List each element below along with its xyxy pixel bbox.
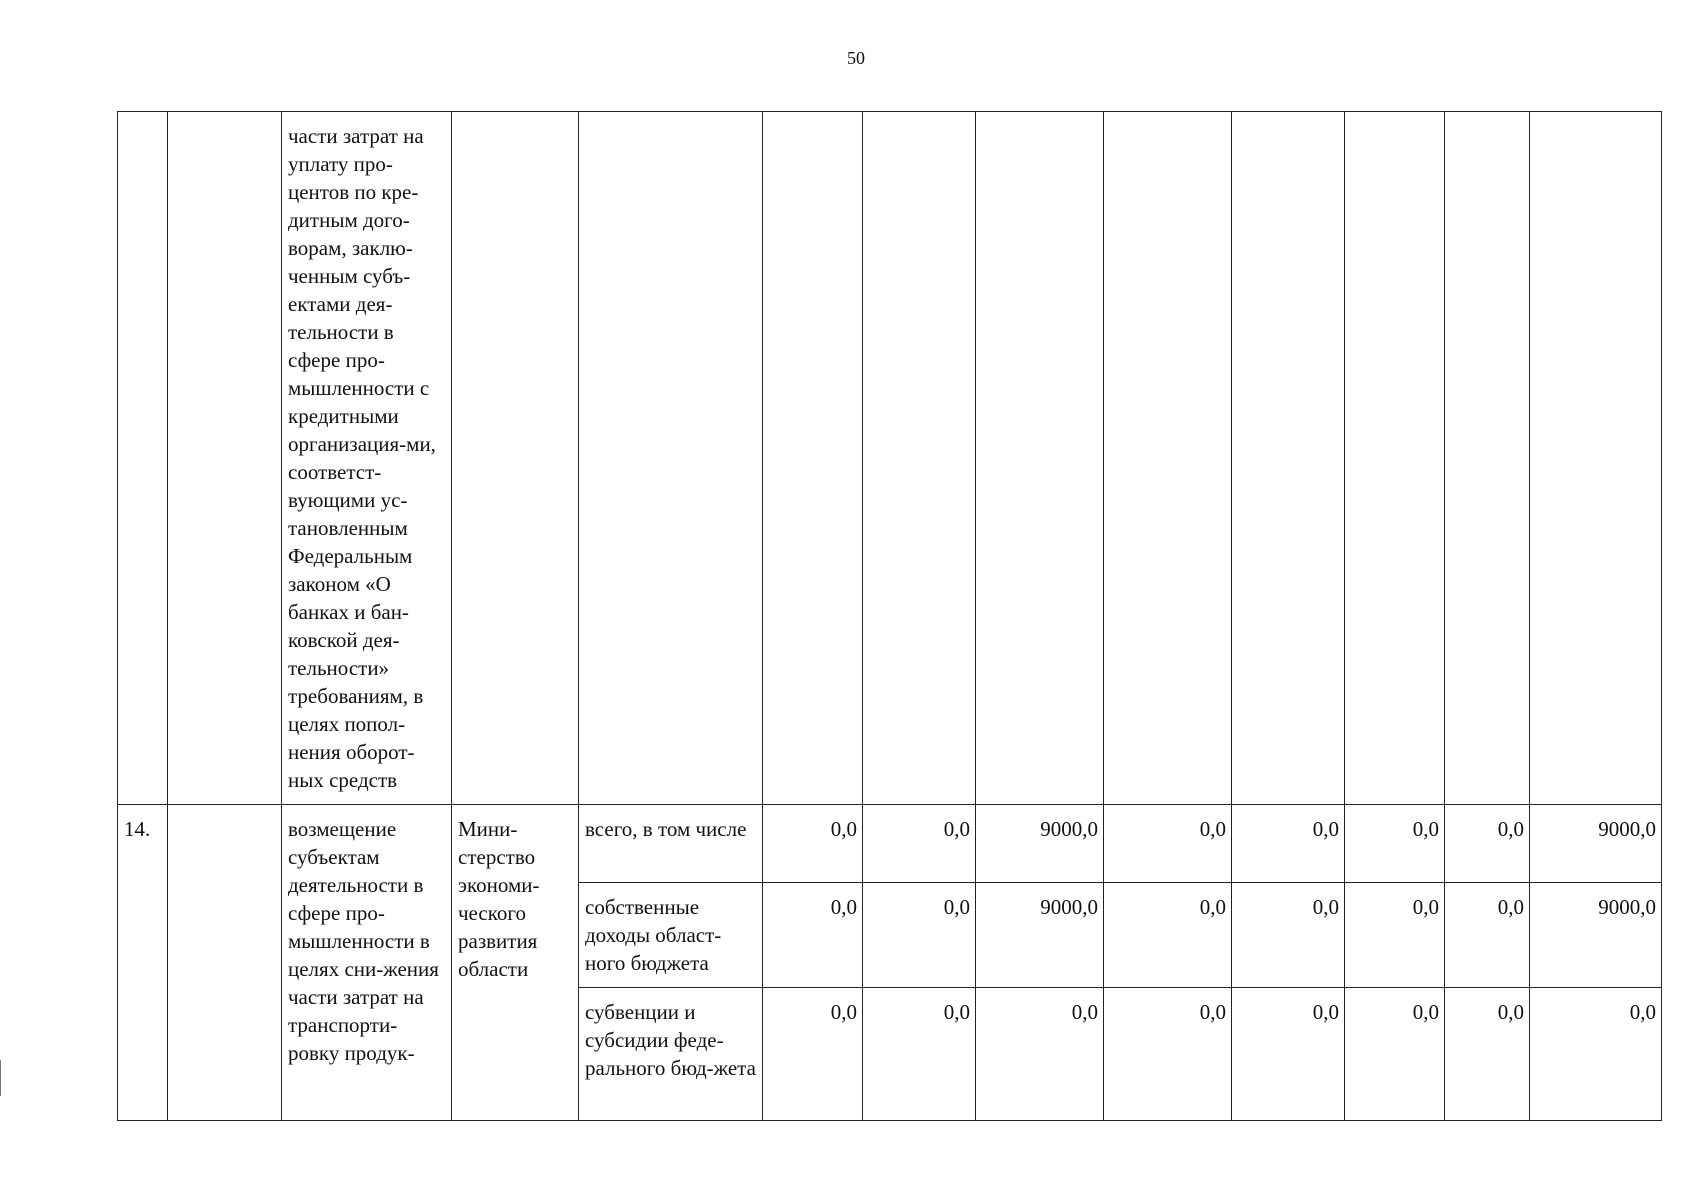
funding-source: всего, в том числе [579,805,763,883]
table-row-continuation [118,112,1662,805]
row-description: возмещение субъектам деятельности в сфере про-мышленности в целях сни-жения части затрат на транспорти-ровку продук- [282,805,452,1121]
value-cell: 0,0 [1345,805,1445,883]
value-cell: 0,0 [1345,988,1445,1121]
cell-value [763,112,863,805]
cell-value [1530,112,1662,805]
value-cell: 0,0 [1232,805,1345,883]
cell-code [168,112,282,805]
value-cell: 0,0 [1445,988,1530,1121]
table-row-14 [118,805,1662,883]
funding-source: собственные доходы област-ного бюджета [579,883,763,988]
value-cell: 9000,0 [1530,805,1662,883]
budget-table [117,111,1662,1121]
value-cell: 0,0 [763,988,863,1121]
value-cell: 9000,0 [976,883,1104,988]
cell-code [168,805,282,1121]
value-cell: 0,0 [863,805,976,883]
cell-value [1345,112,1445,805]
value-cell: 0,0 [1445,805,1530,883]
value-cell: 0,0 [1104,988,1232,1121]
value-cell: 0,0 [1104,805,1232,883]
cell-value [863,112,976,805]
cell-executor [452,112,579,805]
cell-source [579,112,763,805]
cell-value [976,112,1104,805]
value-cell: 0,0 [863,988,976,1121]
value-cell: 0,0 [976,988,1104,1121]
value-cell: 0,0 [1445,883,1530,988]
cell-value [1445,112,1530,805]
value-cell: 0,0 [1232,988,1345,1121]
cell-value [1232,112,1345,805]
value-cell: 0,0 [1232,883,1345,988]
value-cell: 0,0 [1104,883,1232,988]
value-cell: 9000,0 [1530,883,1662,988]
cell-value [1104,112,1232,805]
value-cell: 0,0 [1530,988,1662,1121]
row-executor: Мини-стерство экономи-ческого развития области [452,805,579,1121]
value-cell: 0,0 [763,805,863,883]
cell-number [118,112,168,805]
value-cell: 0,0 [863,883,976,988]
margin-mark [0,1060,4,1096]
cell-description: части затрат на уплату про-центов по кре-дитным дого-ворам, заклю-ченным субъ-ектами дея-тельности в сфере про-мышленности с кредитными организация-ми, соответст-вующими ус-тановленным Федеральным законом «О банках и бан-ковской дея-тельности» требованиям, в целях попол-нения оборот-ных средств [282,112,452,805]
funding-source: субвенции и субсидии феде-рального бюд-жета [579,988,763,1121]
value-cell: 0,0 [763,883,863,988]
page-number: 50 [847,48,865,68]
value-cell: 0,0 [1345,883,1445,988]
value-cell: 9000,0 [976,805,1104,883]
row-number: 14. [118,805,168,1121]
